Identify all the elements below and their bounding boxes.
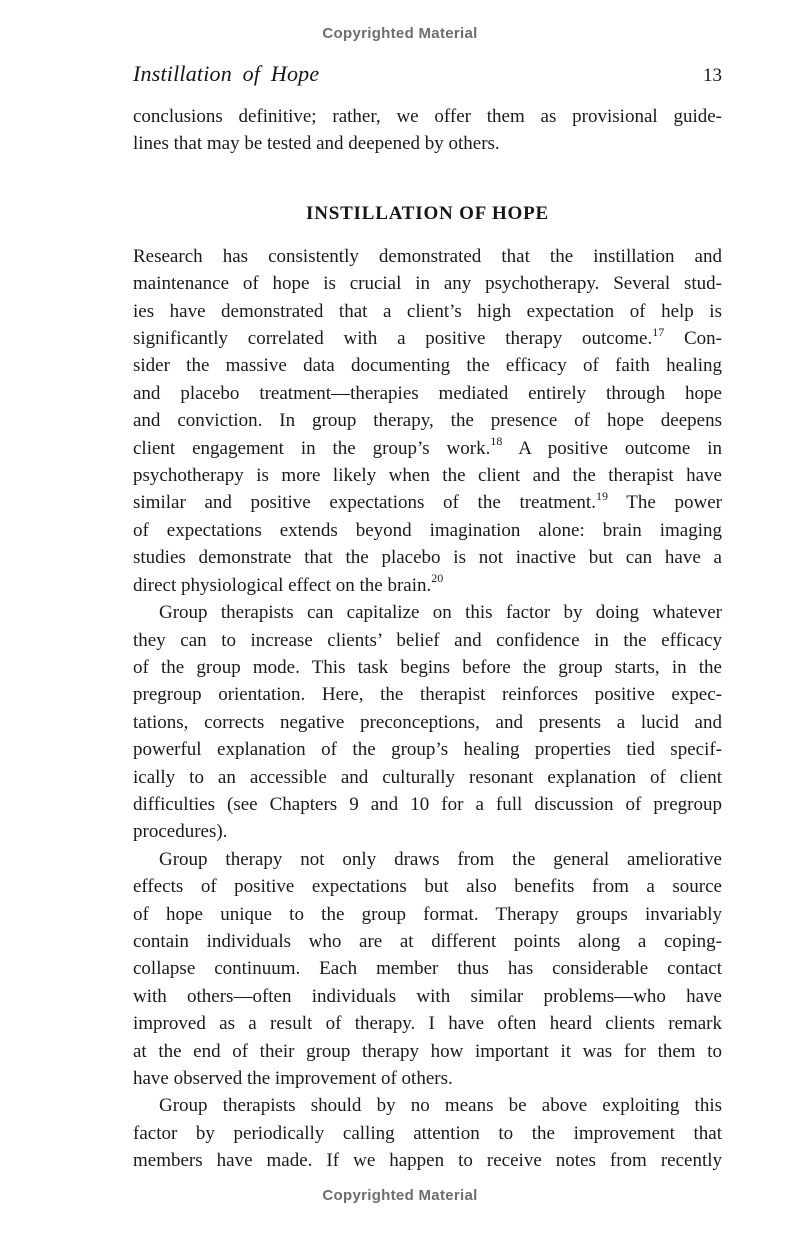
footnote-reference: 19 <box>595 489 608 504</box>
text-line: they can to increase clients’ belief and confidence in the efficacy <box>133 629 722 651</box>
text-line: collapse continuum. Each member thus has considerable contact <box>133 958 722 980</box>
text-line: Group therapy not only draws from the general ameliorative <box>159 848 722 870</box>
text-line: with others—often individuals with similar problems—who have <box>133 985 722 1007</box>
text-line: sider the massive data documenting the efficacy of faith healing <box>133 355 722 377</box>
text-line: pregroup orientation. Here, the therapist reinforces positive expec- <box>133 684 722 706</box>
section-heading: INSTILLATION OF HOPE <box>306 202 549 224</box>
footnote-reference: 17 <box>652 324 665 339</box>
paragraph <box>133 846 722 1093</box>
text-line: Research has consistently demonstrated that the instillation and <box>133 245 722 267</box>
text-line: and conviction. In group therapy, the presence of hope deepens <box>133 410 722 432</box>
text-line: factor by periodically calling attention to the improvement that <box>133 1122 722 1144</box>
text-line: similar and positive expectations of the treatment.$^{19}$ The power <box>133 489 722 514</box>
copyright-notice-top: Copyrighted Material <box>322 25 478 42</box>
text-line: client engagement in the group’s work.$^{18}$ A positive outcome in <box>133 434 722 459</box>
text-line: tations, corrects negative preconceptions, and presents a lucid and <box>133 711 722 733</box>
text-line: lines that may be tested and deepened by others. <box>133 133 500 155</box>
text-line: direct physiological effect on the brain.$^{20}$ <box>133 571 444 596</box>
copyright-notice-bottom: Copyrighted Material <box>322 1187 478 1204</box>
text-line: of expectations extends beyond imagination alone: brain imaging <box>133 519 722 541</box>
text-line: have observed the improvement of others. <box>133 1068 453 1089</box>
body-paragraphs <box>133 243 722 1175</box>
text-line: of hope unique to the group format. Therapy groups invariably <box>133 903 722 925</box>
text-line: studies demonstrate that the placebo is not inactive but can have a <box>133 547 722 569</box>
paragraph <box>133 243 722 599</box>
text-line: Group therapists can capitalize on this factor by doing whatever <box>159 602 722 624</box>
intro-paragraph <box>133 103 722 158</box>
paragraph <box>133 103 722 158</box>
footnote-reference: 20 <box>431 571 444 586</box>
text-line: members have made. If we happen to receive notes from recently <box>133 1150 722 1172</box>
footnote-reference: 18 <box>490 434 503 449</box>
text-line: contain individuals who are at different points along a coping- <box>133 930 722 952</box>
text-line: at the end of their group therapy how important it was for them to <box>133 1040 722 1062</box>
text-line: psychotherapy is more likely when the client and the therapist have <box>133 465 722 487</box>
text-line: ically to an accessible and culturally resonant explanation of client <box>133 766 722 788</box>
text-line: difficulties (see Chapters 9 and 10 for a full discussion of pregroup <box>133 793 722 815</box>
text-line: effects of positive expectations but also benefits from a source <box>133 876 722 898</box>
text-line: improved as a result of therapy. I have often heard clients remark <box>133 1013 722 1035</box>
text-line: significantly correlated with a positive therapy outcome.$^{17}$ Con- <box>133 324 722 350</box>
text-line: powerful explanation of the group’s healing properties tied specif- <box>133 739 722 761</box>
paragraph <box>133 1092 722 1174</box>
running-header <box>133 61 722 87</box>
text-line: and placebo treatment—therapies mediated entirely through hope <box>133 382 722 404</box>
page-number: 13 <box>703 65 722 86</box>
text-line: Group therapists should by no means be above exploiting this <box>159 1095 722 1117</box>
page-body <box>133 103 722 1175</box>
text-line: ies have demonstrated that a client’s high expectation of help is <box>133 300 722 322</box>
paragraph <box>133 599 722 846</box>
text-line: conclusions definitive; rather, we offer them as provisional guide- <box>133 106 722 127</box>
text-line: of the group mode. This task begins before the group starts, in the <box>133 656 722 678</box>
text-line: procedures). <box>133 821 228 843</box>
running-header-title: Instillation of Hope <box>133 61 320 86</box>
text-line: maintenance of hope is crucial in any psychotherapy. Several stud- <box>133 273 722 295</box>
